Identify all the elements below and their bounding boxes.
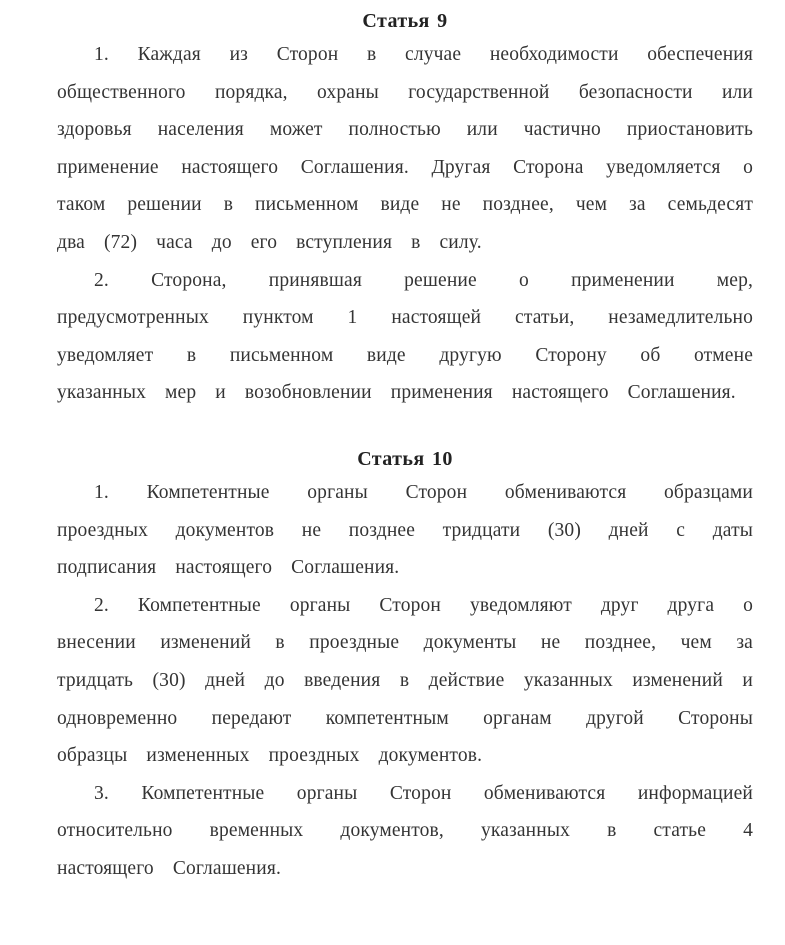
article-10-paragraph-2: 2. Компетентные органы Сторон уведомляют друг друга о внесении изменений в проездные документы не позднее, чем за тридцать (30) дней до введения в действие указанных изменений и одновременно передают компетентным органам другой Стороны образцы измененных проездных документов. (57, 594, 753, 767)
article-9-heading: Статья 9 (362, 10, 448, 32)
article-9-paragraph-2: 2. Сторона, принявшая решение о применении мер, предусмотренных пунктом 1 настоящей статьи, незамедлительно уведомляет в письменном виде другую Сторону об отмене указанных мер и возобновлении применения настоящего Соглашения. (57, 269, 753, 404)
article-9-section (57, 6, 753, 412)
article-10-heading: Статья 10 (357, 447, 453, 470)
article-9-paragraph-1: 1. Каждая из Сторон в случае необходимости обеспечения общественного порядка, охраны государственной безопасности или здоровья населения может полностью или частично приостановить применение настоящего Соглашения. Другая Сторона уведомляется о таком решении в письменном виде не позднее, чем за семьдесят два (72) часа до его вступления в силу. (57, 44, 753, 253)
article-10-paragraph-3: 3. Компетентные органы Сторон обмениваются информацией относительно временных документов, указанных в статье 4 настоящего Соглашения. (57, 782, 753, 879)
article-10-section (57, 444, 753, 888)
article-10-paragraph-1: 1. Компетентные органы Сторон обмениваются образцами проездных документов не позднее тридцати (30) дней с даты подписания настоящего Соглашения. (57, 481, 753, 579)
